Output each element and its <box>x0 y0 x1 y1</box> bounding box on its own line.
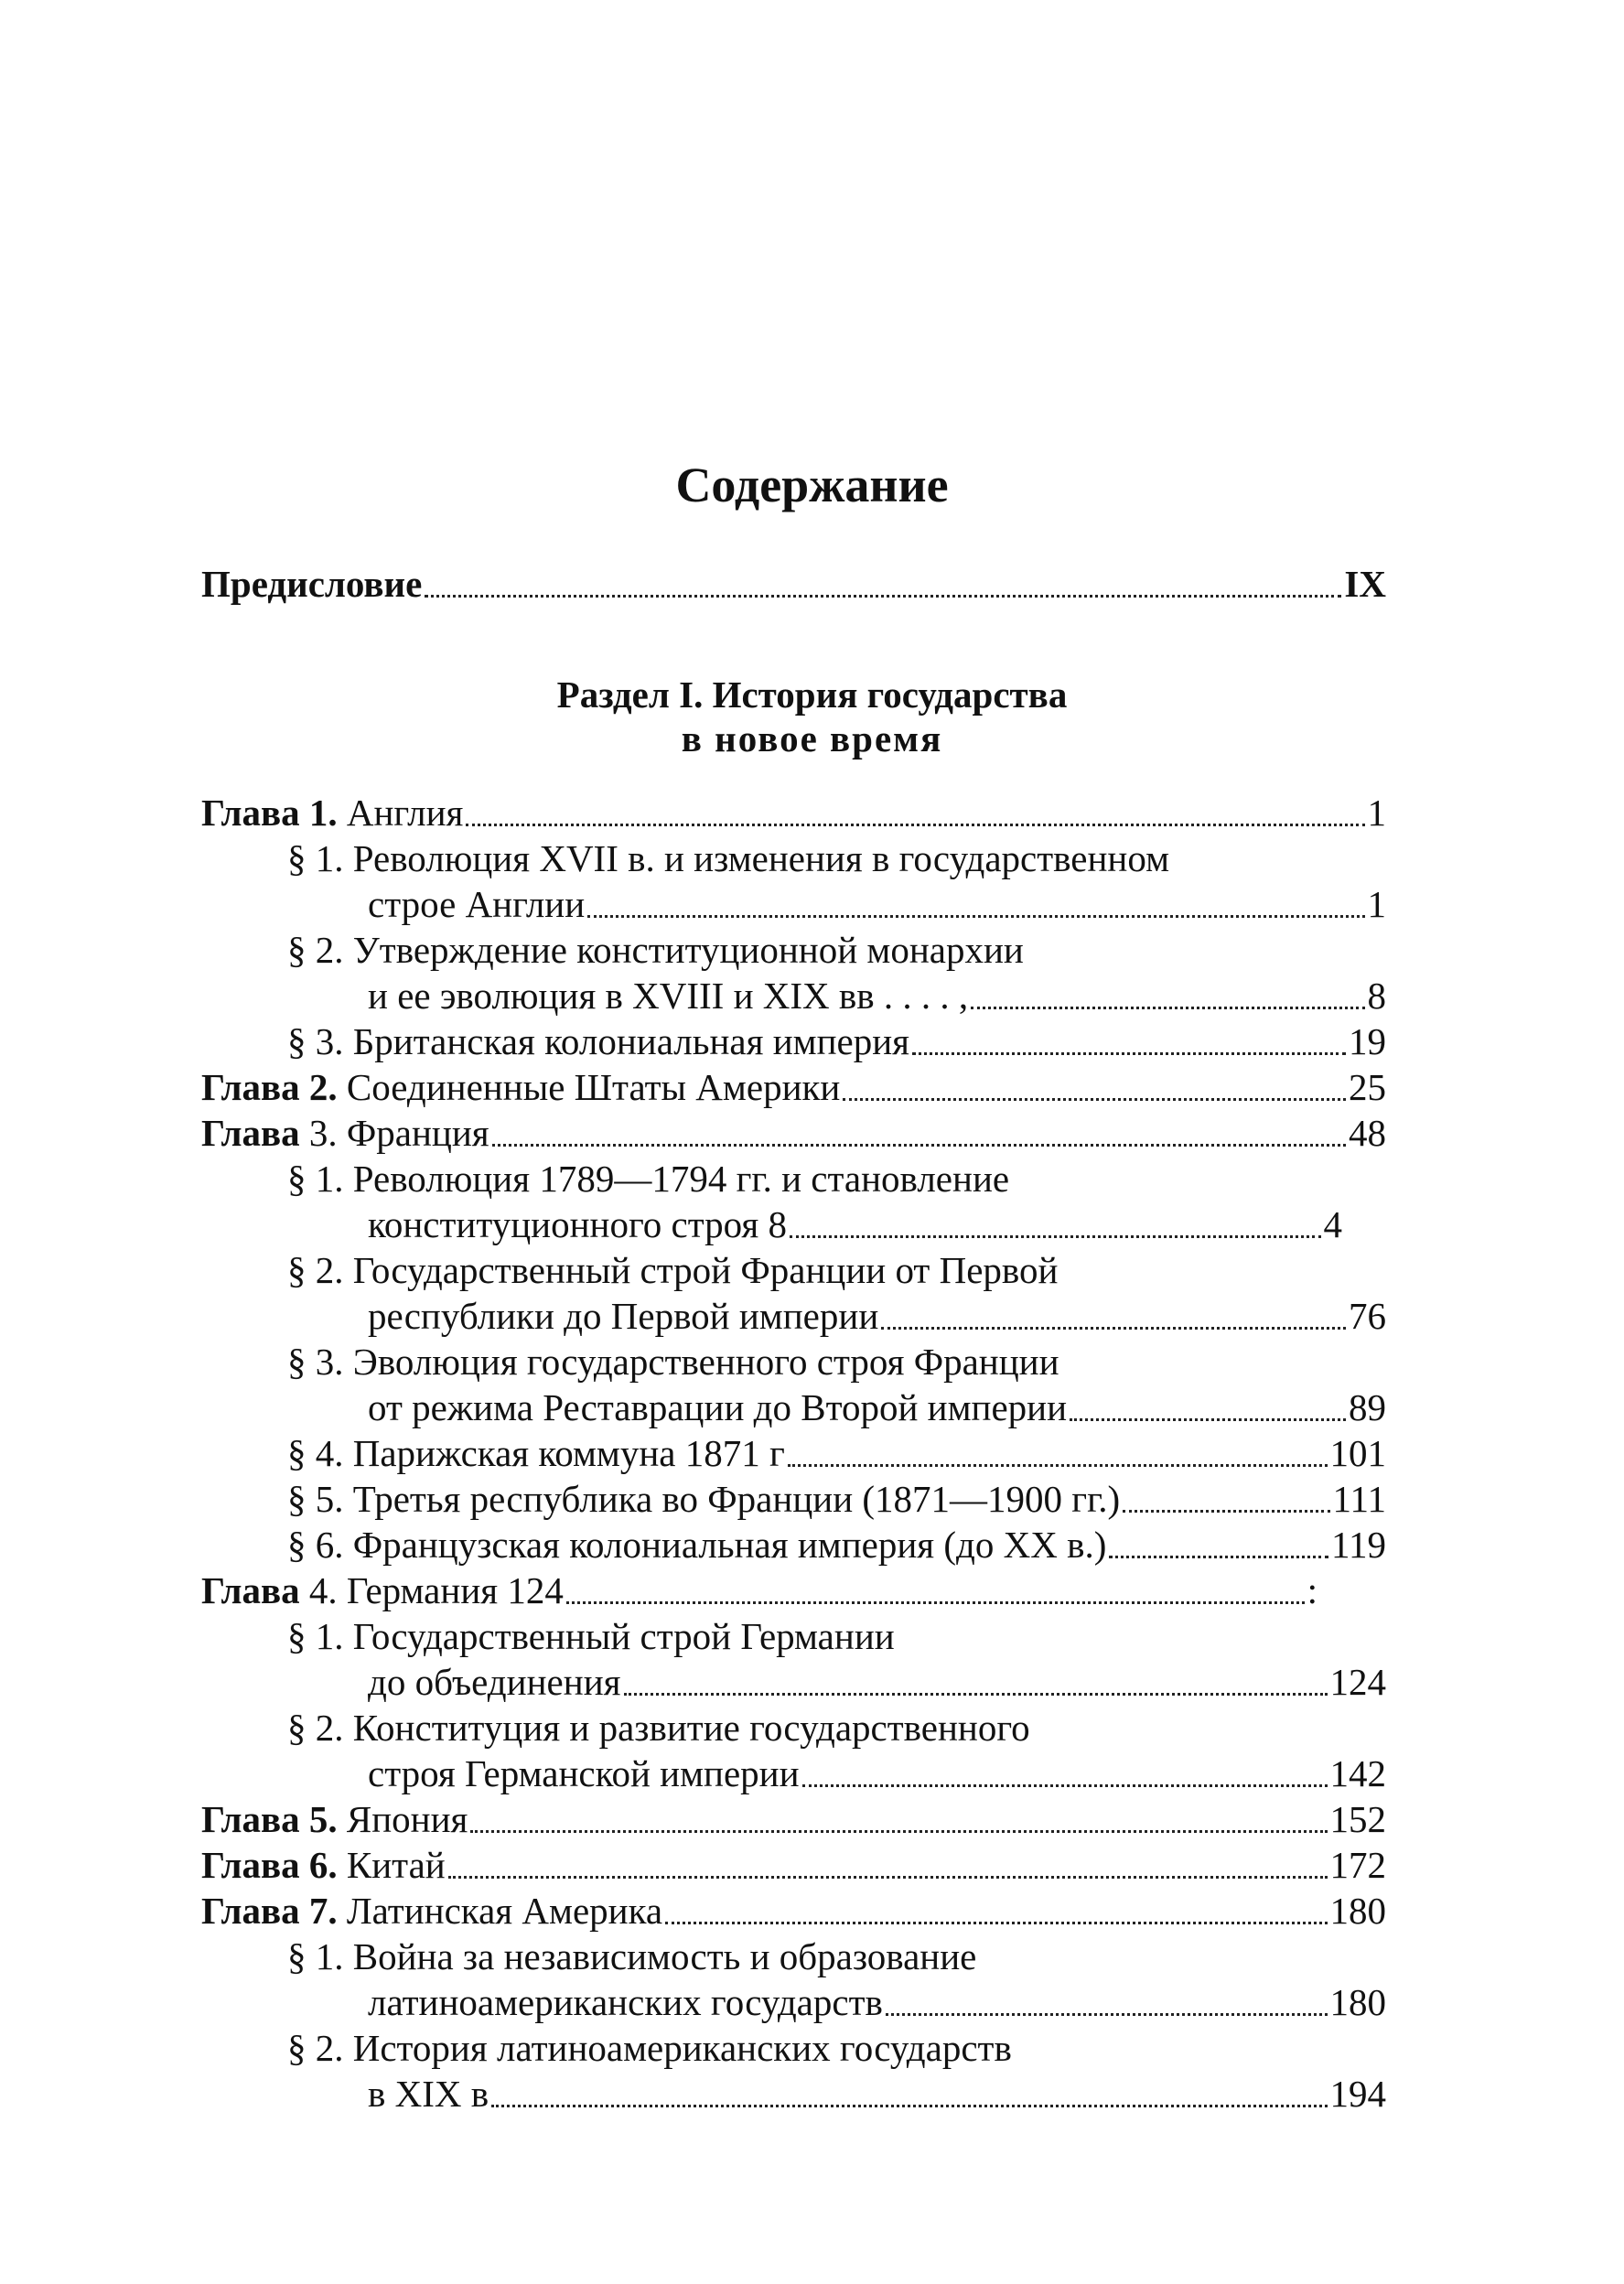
toc-entry-chapter-1-paragraph-2-cont[interactable] <box>368 973 1386 1018</box>
toc-entry-page-number: 89 <box>1349 1386 1386 1428</box>
dot-leader <box>843 1098 1346 1101</box>
toc-entry-page-number: 111 <box>1332 1478 1386 1520</box>
toc-entry-page-number: 8 <box>1367 975 1386 1017</box>
toc-entry-chapter-4-paragraph-2[interactable] <box>287 1705 1386 1751</box>
toc-entry-chapter-1-paragraph-1[interactable] <box>287 835 1386 881</box>
toc-entry-chapter-3-paragraph-2[interactable] <box>287 1247 1386 1293</box>
toc-entry-chapter-7-paragraph-1[interactable] <box>287 1934 1386 1979</box>
dot-leader <box>881 1327 1346 1330</box>
chapter-title: Япония <box>346 1798 468 1840</box>
toc-entry-label: § 1. Война за независимость и образование <box>287 1935 977 1977</box>
chapter-number: Глава <box>201 1112 300 1154</box>
toc-entry-page-number: 76 <box>1349 1295 1386 1337</box>
toc-entry-chapter-3-paragraph-1[interactable] <box>287 1156 1386 1201</box>
chapter-number: Глава 6. <box>201 1844 338 1886</box>
dot-leader <box>448 1876 1328 1879</box>
toc-entry-page-number: 19 <box>1349 1020 1386 1062</box>
toc-entry-label: § 1. Революция XVII в. и изменения в государственном <box>287 837 1170 879</box>
dot-leader <box>492 1144 1346 1147</box>
toc-entry-label: латиноамериканских государств <box>368 1981 883 2023</box>
toc-entry-page-number: 180 <box>1329 1981 1386 2023</box>
toc-entry-chapter-1-paragraph-1-cont[interactable] <box>368 881 1386 927</box>
toc-entry-label: § 5. Третья республика во Франции (1871—1900 гг.) <box>287 1478 1121 1520</box>
chapter-title: Китай <box>346 1844 446 1886</box>
toc-entry-label <box>201 790 463 835</box>
toc-entry-label: § 2. История латиноамериканских государств <box>287 2027 1012 2069</box>
toc-entry-page-number: 1 <box>1367 792 1386 834</box>
toc-entry-label <box>201 1110 489 1156</box>
section-heading <box>0 673 1624 760</box>
chapter-title: Латинская Америка <box>346 1890 663 1932</box>
toc-entry-label: § 3. Британская колониальная империя <box>287 1020 910 1062</box>
toc-entry-page-number: 25 <box>1349 1066 1386 1108</box>
toc-entry-label <box>201 1796 468 1842</box>
toc-entry-page-number: 4 <box>1323 1203 1342 1245</box>
toc-entry-label: строе Англии <box>368 883 586 925</box>
toc-entry-page-number: 152 <box>1329 1798 1386 1840</box>
toc-entry-label: § 3. Эволюция государственного строя Франции <box>287 1341 1059 1383</box>
chapter-number: Глава 2. <box>201 1066 338 1108</box>
dot-leader <box>665 1922 1327 1924</box>
toc-entry-label: строя Германской империи <box>368 1752 800 1794</box>
toc-entry-label: до объединения <box>368 1661 621 1703</box>
toc-entry-chapter-7-paragraph-1-cont[interactable] <box>368 1979 1386 2025</box>
toc-entry-label: республики до Первой империи <box>368 1295 879 1337</box>
toc-entry-chapter-4-paragraph-2-cont[interactable] <box>368 1751 1386 1796</box>
chapter-title: Соединенные Штаты Америки <box>346 1066 841 1108</box>
toc-entry-chapter-3-paragraph-5[interactable] <box>287 1476 1386 1522</box>
chapter-title: 4. Германия 124 <box>308 1569 564 1611</box>
toc-entry-label: и ее эволюция в XVIII и XIX вв . . . . , <box>368 975 969 1017</box>
toc-entry-chapter-4-paragraph-1[interactable] <box>287 1613 1386 1659</box>
toc-entry-chapter-4[interactable] <box>201 1568 1317 1613</box>
toc-entry-chapter-3-paragraph-3-cont[interactable] <box>368 1384 1386 1430</box>
toc-entry-chapter-7-paragraph-2[interactable] <box>287 2025 1386 2071</box>
toc-entry-label: § 2. Конституция и развитие государственного <box>287 1707 1030 1749</box>
toc-entry-page-number: 180 <box>1329 1890 1386 1932</box>
toc-entry-chapter-6[interactable] <box>201 1842 1386 1888</box>
chapter-title: Англия <box>346 792 464 834</box>
toc-entry-page-number: 119 <box>1331 1524 1386 1566</box>
toc-entry-label: от режима Реставрации до Второй империи <box>368 1386 1068 1428</box>
dot-leader <box>566 1601 1305 1604</box>
toc-entry-chapter-1-paragraph-3[interactable] <box>287 1018 1386 1064</box>
toc-entry-chapter-2[interactable] <box>201 1064 1386 1110</box>
dot-leader <box>802 1784 1328 1787</box>
page-title: Содержание <box>675 458 949 512</box>
dot-leader <box>788 1464 1328 1467</box>
toc-entry-chapter-3-paragraph-6[interactable] <box>287 1522 1386 1568</box>
dot-leader <box>912 1052 1346 1055</box>
toc-entry-page-number: 1 <box>1367 883 1386 925</box>
toc-entry-label <box>201 1888 662 1934</box>
toc-entry-chapter-7-paragraph-2-cont[interactable] <box>368 2071 1386 2117</box>
section-heading-line-1: Раздел I. История государства <box>556 673 1068 716</box>
dot-leader <box>1109 1556 1328 1558</box>
toc-entry-chapter-3-paragraph-3[interactable] <box>287 1339 1386 1384</box>
dot-leader <box>886 2013 1328 2016</box>
toc-entry-page-number: 172 <box>1329 1844 1386 1886</box>
toc-entry-chapter-3-paragraph-4[interactable] <box>287 1430 1386 1476</box>
toc-entry-chapter-3[interactable] <box>201 1110 1386 1156</box>
toc-entry-label: § 2. Утверждение конституционной монархии <box>287 929 1024 971</box>
toc-entry-chapter-5[interactable] <box>201 1796 1386 1842</box>
chapter-number: Глава 5. <box>201 1798 338 1840</box>
chapter-number: Глава <box>201 1569 300 1611</box>
toc-entry-label: Предисловие <box>201 563 423 605</box>
toc-entry-page-number: : <box>1307 1569 1317 1611</box>
toc-entry-page-number: 194 <box>1329 2073 1386 2115</box>
toc-entry-label: § 4. Парижская коммуна 1871 г <box>287 1432 785 1474</box>
toc-entry-label: в XIX в <box>368 2073 489 2115</box>
toc-entry-label: § 1. Государственный строй Германии <box>287 1615 895 1657</box>
toc-entry-label: § 2. Государственный строй Франции от Первой <box>287 1249 1059 1291</box>
toc-entry-label: конституционного строя 8 <box>368 1203 787 1245</box>
toc-entry-page-number: 142 <box>1329 1752 1386 1794</box>
section-heading-line-2: в новое время <box>681 717 943 760</box>
dot-leader <box>587 915 1364 918</box>
dot-leader <box>1070 1418 1346 1421</box>
toc-entry-label <box>201 1568 564 1613</box>
dot-leader <box>790 1235 1321 1238</box>
dot-leader <box>971 1007 1364 1009</box>
toc-entry-chapter-3-paragraph-2-cont[interactable] <box>368 1293 1386 1339</box>
toc-entry-chapter-3-paragraph-1-cont[interactable] <box>368 1201 1342 1247</box>
chapter-number: Глава 7. <box>201 1890 338 1932</box>
dot-leader <box>470 1830 1327 1833</box>
toc-entry-chapter-7[interactable] <box>201 1888 1386 1934</box>
toc-entry-label <box>201 1064 840 1110</box>
dot-leader <box>425 595 1341 598</box>
toc-entry-label: § 6. Французская колониальная империя (до XX в.) <box>287 1524 1107 1566</box>
chapter-title: 3. Франция <box>308 1112 489 1154</box>
toc-entry-chapter-4-paragraph-1-cont[interactable] <box>368 1659 1386 1705</box>
toc-entry-page-number: IX <box>1344 563 1386 605</box>
toc-entry-preface[interactable] <box>201 561 1386 607</box>
toc-entry-label: § 1. Революция 1789—1794 гг. и становление <box>287 1158 1010 1200</box>
dot-leader <box>491 2105 1327 2107</box>
toc-entry-label <box>201 1842 446 1888</box>
toc-entry-page-number: 48 <box>1349 1112 1386 1154</box>
toc-entry-chapter-1-paragraph-2[interactable] <box>287 927 1386 973</box>
chapter-number: Глава 1. <box>201 792 338 834</box>
toc-entry-page-number: 124 <box>1329 1661 1386 1703</box>
toc-entry-page-number: 101 <box>1329 1432 1386 1474</box>
dot-leader <box>624 1693 1328 1696</box>
dot-leader <box>1123 1510 1329 1513</box>
toc-entry-chapter-1[interactable] <box>201 790 1386 835</box>
dot-leader <box>466 824 1364 826</box>
